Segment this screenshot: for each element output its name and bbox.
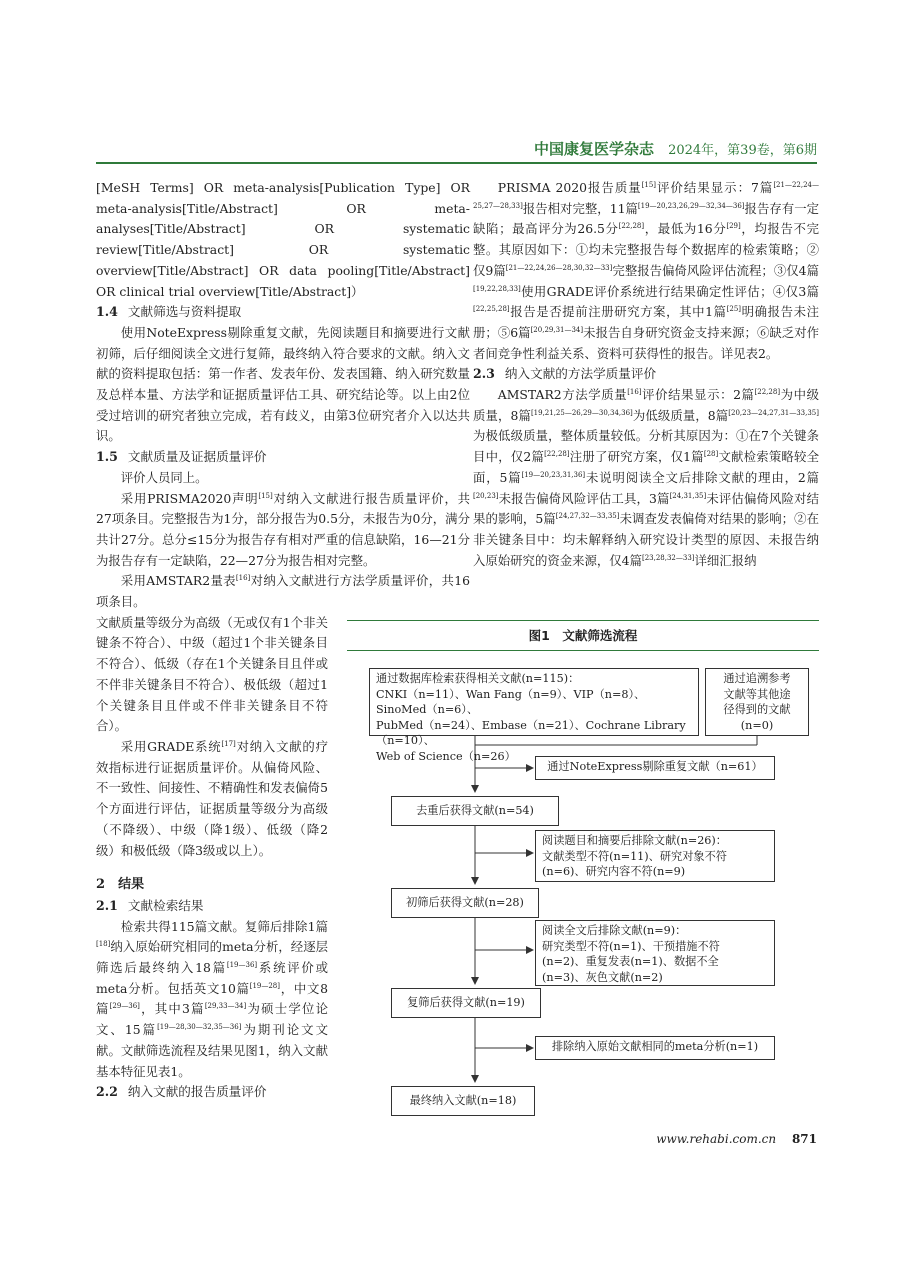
duplicate-removal-box: 通过NoteExpress剔除重复文献（n=61） [535,756,775,780]
final-included-box: 最终纳入文献(n=18) [391,1086,535,1116]
amstar-results-paragraph: AMSTAR2方法学质量[16]评价结果显示：2篇[22,28]为中级质量，8篇[19,21,25—26,29—30,34,36]为低级质量，8篇[20,23—24,27,31—33,35]为极低级质量，整体质量较低。分析其原因为：①在7个关键条目中，仅2篇[22,28]注册了研究方案，仅1篇[28]文献检索策略较全面，5篇[19—20,23,31,36]未说明阅读全文后排除文献的理由，2篇[20,23]未报告偏倚风险评估工具，3篇[24,31,35]未评估偏倚风险对结果的影响，5篇[24,27,32—33,35]未调查发表偏倚对结果的影响；②在非关键条目中：均未解释纳入研究设计类型的原因、未报告纳入原始研究的资金来源，仅4篇[23,28,32—33]详细汇报纳 [473,387,820,568]
duplicate-meta-exclusion-box: 排除纳入原始文献相同的meta分析(n=1) [535,1036,775,1060]
section-1-5-p3-cont: 文献质量等级分为高级（无或仅有1个非关键条不符合）、中级（超过1个非关键条目不符合）、低级（存在1个关键条目且伴或不伴非关键条目不符合）、极低级（超过1个关键条目且伴或不伴非关键条目不符合）。 [96,614,328,734]
section-1-5-p1: 评价人员同上。 [120,469,208,485]
fulltext-exclusion-box: 阅读全文后排除文献(n=9)： 研究类型不符(n=1)、干预措施不符 (n=2)、重复发表(n=1)、数据不全 (n=3)、灰色文献(n=2) [535,920,775,986]
figure-1-flowchart [347,620,819,1120]
issue-info: 2024年，第39卷，第6期 [668,143,817,158]
journal-name: 中国康复医学杂志 [533,140,654,158]
header-rule [96,162,817,164]
database-search-box: 通过数据库检索获得相关文献(n=115)： CNKI（n=11）、Wan Fang（n=9）、VIP（n=8）、SinoMed（n=6）、 PubMed（n=24）、Embase（n=21）、Cochrane Library（n=10）、 Web of Science（n=26） [369,668,699,736]
search-strategy-tail: [MeSH Terms] OR meta-analysis[Publication Type] OR meta-analysis[Title/Abstract] OR meta-analyses[Title/Abstract] OR systematic review[Title/Abstract] OR systematic overview[Title/Abstract] OR data pooling[Title/Abstract] OR clinical trial overview[Title/Abstract]） [96,180,470,299]
narrow-wrap [96,613,328,1103]
other-sources-box: 通过追溯参考 文献等其他途 径得到的文献 (n=0) [705,668,809,736]
section-1-5-heading: 1.5 文献质量及证据质量评价 [96,449,267,465]
page-number: 871 [791,1132,817,1146]
section-1-4-heading: 1.4 文献筛选与资料提取 [96,304,242,320]
page-footer [96,1132,817,1146]
section-1-5-p2: 采用PRISMA2020声明[15]对纳入文献进行报告质量评价，共27项条目。完整报告为1分，部分报告为0.5分，未报告为0分，满分共计27分。总分≤15分为报告存有相对严重的信息缺陷，16—21分为报告存有一定缺陷，22—27分为报告相对完整。 [96,490,470,568]
prisma-results-paragraph: PRISMA 2020报告质量[15]评价结果显示：7篇[21—22,24—25,27—28,33]报告相对完整，11篇[19—20,23,26,29—32,34—36]报告存有一定缺陷；最高评分为26.5分[22,28]，最低为16分[29]，均报告不完整。其原因如下：①均未完整报告每个数据库的检索策略；②仅9篇[21—22,24,26—28,30,32—33]完整报告偏倚风险评估流程；③仅4篇[19,22,28,33]使用GRADE评价系统进行结果确定性评估；④仅3篇[22,25,28]报告是否提前注册研究方案，其中1篇[25]明确报告未注册；⑤6篇[20,29,31—34]未报告自身研究资金支持来源；⑥缺乏对作者间竞争性利益关系、资料可获得性的报告。详见表2。 [473,180,820,361]
after-initial-screen-box: 初筛后获得文献(n=28) [391,888,539,918]
title-abstract-exclusion-box: 阅读题目和摘要后排除文献(n=26)： 文献类型不符(n=11)、研究对象不符 (n=6)、研究内容不符(n=9) [535,830,775,882]
journal-url: www.rehabi.com.cn [656,1132,777,1146]
running-header [96,138,817,164]
section-2-1-paragraph: 检索共得115篇文献。复筛后排除1篇[18]纳入原始研究相同的meta分析，经逐层筛选后最终纳入18篇[19—36]系统评价或meta分析。包括英文10篇[19—28]，中文8篇[29—36]，其中3篇[29,33—34]为硕士学位论文、15篇[19—28,30—32,35—36]为期刊论文文献。文献筛选流程及结果见图1，纳入文献基本特征见表1。 [96,918,329,1079]
after-dedup-box: 去重后获得文献(n=54) [391,796,559,826]
section-2-3-heading: 2.3 纳入文献的方法学质量评价 [473,366,657,382]
right-column [473,178,819,571]
after-rescreen-box: 复筛后获得文献(n=19) [391,988,541,1018]
section-1-5-p4: 采用GRADE系统[17]对纳入文献的疗效指标进行证据质量评价。从偏倚风险、不一致性、间接性、不精确性和发表偏倚5个方面进行评估，证据质量等级分为高级（不降级）、中级（降1级）、低级（降2级）和极低级（降3级或以上）。 [96,738,328,858]
section-2-2-heading: 2.2 纳入文献的报告质量评价 [96,1084,267,1100]
section-1-5-p3: 采用AMSTAR2量表[16]对纳入文献进行方法学质量评价，共16项条目。 [96,573,470,610]
section-2-1-heading: 2.1 文献检索结果 [96,897,204,913]
figure-title: 图1 文献筛选流程 [528,628,638,643]
section-2-heading: 2 结果 [96,877,145,893]
section-1-4-paragraph: 使用NoteExpress剔除重复文献，先阅读题目和摘要进行文献初筛，后仔细阅读全文进行复筛，最终纳入符合要求的文献。纳入文献的资料提取包括：第一作者、发表年份、发表国籍、纳入研究数量及总样本量、方法学和证据质量评估工具、研究结论等。以上由2位受过培训的研究者独立完成，若有歧义，由第3位研究者介入以达共识。 [96,324,470,444]
